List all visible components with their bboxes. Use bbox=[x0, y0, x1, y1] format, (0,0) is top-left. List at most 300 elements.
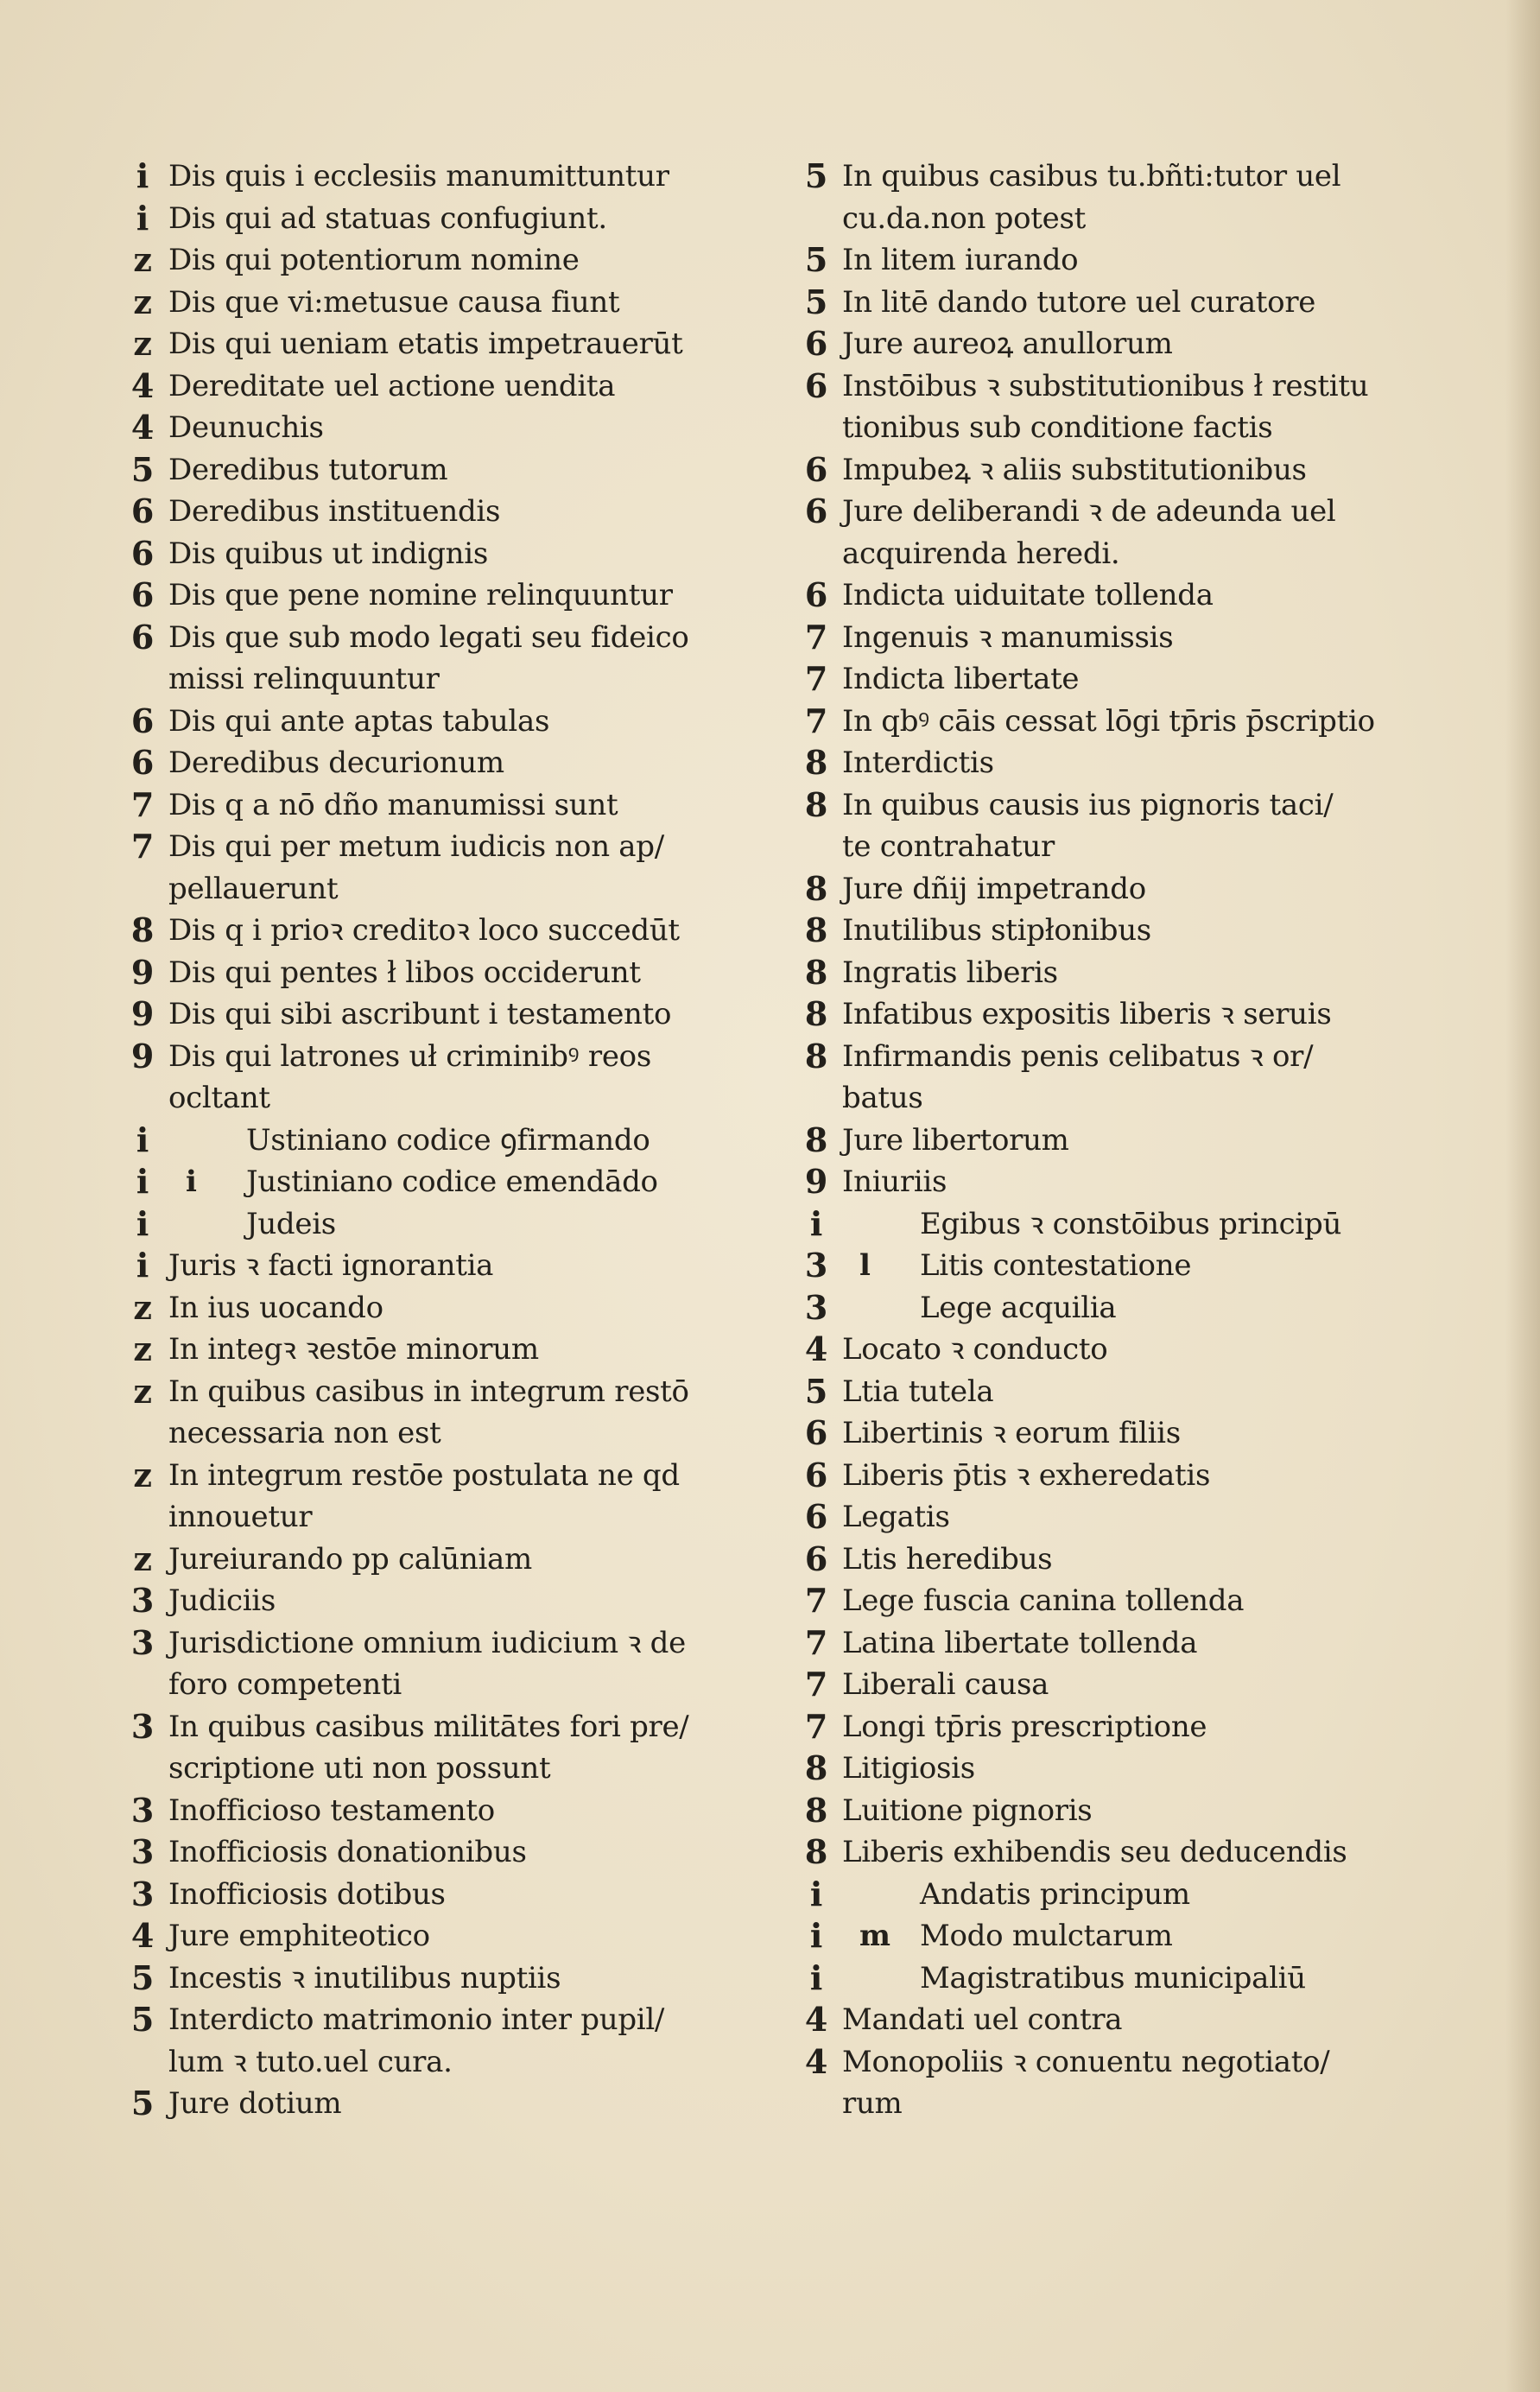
entry-title-line: Judiciis bbox=[168, 1583, 276, 1618]
entry-title bbox=[168, 198, 607, 240]
entry-title-line: In quibus casibus militātes fori pre/ bbox=[168, 1709, 689, 1744]
entry-title-line: Deredibus tutorum bbox=[168, 452, 448, 487]
entry-title bbox=[842, 1245, 1191, 1287]
entry-book-number: 8 bbox=[804, 952, 828, 992]
entry-title-line: Dis q a nō dño manumissi sunt bbox=[168, 787, 618, 822]
page-edge-shadow bbox=[1505, 0, 1540, 2392]
entry-book-number: z bbox=[133, 282, 152, 321]
index-entry bbox=[117, 365, 756, 408]
entry-title-continuation: missi relinquuntur bbox=[168, 662, 440, 696]
entry-book-number: 6 bbox=[130, 533, 155, 573]
entry-title-line: Infatibus expositis liberis ꝛ seruis bbox=[842, 997, 1332, 1031]
index-entry bbox=[790, 1706, 1499, 1748]
entry-title bbox=[168, 1203, 336, 1246]
entry-title-line: Impubeꝝ ꝛ aliis substitutionibus bbox=[842, 452, 1307, 487]
entry-title bbox=[168, 491, 500, 533]
entry-book-number: 8 bbox=[804, 1832, 828, 1871]
entry-book-number: z bbox=[133, 1329, 152, 1368]
entry-book-number: 8 bbox=[130, 910, 155, 949]
entry-title-line: Litis contestatione bbox=[920, 1248, 1192, 1283]
entry-title bbox=[168, 993, 671, 1036]
entry-title bbox=[842, 1957, 1306, 2000]
entry-book-number: 7 bbox=[804, 659, 828, 698]
entry-title bbox=[168, 617, 689, 701]
entry-title bbox=[168, 1915, 430, 1957]
index-entry bbox=[790, 1748, 1499, 1790]
entry-title bbox=[168, 1874, 446, 1916]
index-entry bbox=[790, 1874, 1499, 1916]
entry-title-line: Dis que sub modo legati seu fideico bbox=[168, 619, 689, 655]
entry-title-line-wrap bbox=[842, 1245, 1191, 1287]
entry-book-number: 8 bbox=[804, 784, 828, 824]
entry-title-line: Andatis principum bbox=[920, 1876, 1190, 1912]
entry-title-continuation: innouetur bbox=[168, 1500, 313, 1534]
entry-title-line: Longi tp̄ris prescriptione bbox=[842, 1709, 1207, 1744]
entry-title bbox=[842, 1329, 1107, 1371]
entry-title-line-wrap bbox=[842, 1874, 1190, 1916]
entry-book-number: 6 bbox=[804, 449, 828, 489]
entry-book-number: 3 bbox=[130, 1706, 155, 1746]
entry-book-number: 7 bbox=[804, 1622, 828, 1662]
index-entry bbox=[790, 365, 1499, 449]
entry-title-line: Luitione pignoris bbox=[842, 1792, 1093, 1828]
entry-book-number: 6 bbox=[804, 1539, 828, 1578]
index-entry bbox=[117, 323, 756, 365]
entry-title bbox=[168, 1161, 658, 1203]
index-entry bbox=[117, 617, 756, 701]
index-entry bbox=[117, 1245, 756, 1287]
entry-book-number: 6 bbox=[130, 575, 155, 614]
index-entry bbox=[790, 1036, 1499, 1120]
index-entry bbox=[790, 701, 1499, 743]
entry-title-line: Juris ꝛ facti ignorantia bbox=[168, 1248, 494, 1283]
entry-book-number: z bbox=[133, 240, 152, 279]
entry-title bbox=[842, 1036, 1313, 1120]
entry-title bbox=[842, 449, 1307, 492]
entry-book-number: 6 bbox=[804, 575, 828, 614]
entry-title bbox=[842, 239, 1078, 282]
entry-title-line: In integꝛ ꝛestōe minorum bbox=[168, 1332, 539, 1367]
index-entry bbox=[790, 868, 1499, 910]
entry-book-number: 5 bbox=[130, 449, 155, 489]
index-entry bbox=[117, 449, 756, 492]
entry-title bbox=[842, 1748, 975, 1790]
entry-book-number: 6 bbox=[804, 1413, 828, 1452]
entry-title-line: Liberis p̄tis ꝛ exheredatis bbox=[842, 1457, 1211, 1493]
entry-title-line: Dis qui ueniam etatis impetrauerūt bbox=[168, 327, 683, 361]
index-entry bbox=[117, 1455, 756, 1539]
entry-title-line-wrap bbox=[168, 1203, 336, 1246]
entry-title bbox=[168, 910, 680, 952]
entry-title bbox=[842, 1287, 1116, 1329]
entry-title-line: Deredibus instituendis bbox=[168, 494, 501, 529]
entry-book-number: 9 bbox=[130, 994, 155, 1033]
index-entry bbox=[117, 1329, 756, 1371]
index-entry bbox=[117, 1790, 756, 1832]
entry-title bbox=[842, 1706, 1207, 1748]
index-entry bbox=[117, 1831, 756, 1874]
index-entry bbox=[790, 1245, 1499, 1287]
entry-book-number: 6 bbox=[130, 743, 155, 782]
index-entry bbox=[790, 1915, 1499, 1957]
index-entry bbox=[117, 952, 756, 994]
entry-title bbox=[842, 952, 1058, 994]
entry-title-line: Dis q i prioꝛ creditoꝛ loco succedūt bbox=[168, 913, 680, 948]
index-entry bbox=[790, 784, 1499, 868]
entry-book-number: 7 bbox=[804, 617, 828, 657]
index-entry bbox=[790, 282, 1499, 324]
index-entry bbox=[790, 952, 1499, 994]
entry-title-continuation: tionibus sub conditione factis bbox=[842, 410, 1273, 445]
entry-book-number: 8 bbox=[804, 1120, 828, 1159]
entry-book-number: i bbox=[809, 1203, 823, 1243]
index-entry bbox=[790, 1622, 1499, 1665]
index-entry bbox=[790, 1161, 1499, 1203]
entry-title bbox=[168, 952, 641, 994]
entry-title bbox=[842, 1371, 993, 1413]
index-entry bbox=[790, 491, 1499, 574]
entry-title bbox=[842, 658, 1079, 701]
entry-title bbox=[168, 826, 664, 910]
entry-title bbox=[842, 1412, 1181, 1455]
index-entry bbox=[790, 1580, 1499, 1622]
entry-title bbox=[168, 2083, 341, 2125]
index-entry bbox=[117, 1203, 756, 1246]
entry-book-number: 6 bbox=[804, 492, 828, 530]
entry-book-number: 3 bbox=[130, 1874, 155, 1913]
entry-title-line-wrap bbox=[168, 1120, 650, 1162]
entry-title-line: Latina libertate tollenda bbox=[842, 1625, 1198, 1660]
entry-book-number: 7 bbox=[804, 1665, 828, 1704]
index-entry bbox=[790, 658, 1499, 701]
entry-title-line: Litigiosis bbox=[842, 1751, 975, 1786]
entry-title bbox=[842, 282, 1315, 324]
entry-title bbox=[842, 742, 994, 784]
entry-title-line: Dis que pene nomine relinquuntur bbox=[168, 578, 673, 612]
entry-title bbox=[168, 742, 504, 784]
entry-title-line: Ltia tutela bbox=[842, 1374, 994, 1409]
entry-title-line: Interdicto matrimonio inter pupil/ bbox=[168, 2002, 665, 2037]
index-entry bbox=[790, 1329, 1499, 1371]
entry-book-number: i bbox=[809, 1916, 823, 1955]
entry-title-line: Dis quibus ut indignis bbox=[168, 536, 489, 571]
entry-title bbox=[168, 155, 669, 198]
entry-title bbox=[842, 1915, 1173, 1957]
entry-book-number: 4 bbox=[130, 408, 155, 447]
entry-title-line: Deunuchis bbox=[168, 410, 324, 445]
entry-title-line: Lege fuscia canina tollenda bbox=[842, 1583, 1245, 1618]
index-entry bbox=[117, 1915, 756, 1957]
entry-title bbox=[168, 323, 683, 365]
entry-title bbox=[842, 1203, 1341, 1246]
entry-book-number: 9 bbox=[130, 1036, 155, 1075]
entry-book-number: 3 bbox=[130, 1832, 155, 1871]
index-column-right bbox=[790, 155, 1499, 2125]
index-entry bbox=[117, 1999, 756, 2083]
entry-book-number: 8 bbox=[804, 1748, 828, 1787]
index-entry bbox=[790, 1455, 1499, 1497]
entry-title-line: Legatis bbox=[842, 1500, 950, 1534]
entry-book-number: 6 bbox=[804, 1455, 828, 1494]
entry-book-number: 6 bbox=[804, 324, 828, 363]
index-entry bbox=[117, 155, 756, 198]
entry-title-line: In qbꝰ cāis cessat lōgi tp̄ris p̄scriptio bbox=[842, 703, 1375, 739]
entry-book-number: 4 bbox=[130, 1916, 155, 1955]
entry-title-line: In integrum restōe postulata ne qd bbox=[168, 1457, 680, 1493]
entry-book-number: 9 bbox=[130, 952, 155, 992]
entry-title-line: Ustiniano codice ꝯfirmando bbox=[246, 1122, 650, 1158]
entry-book-number: 7 bbox=[804, 1706, 828, 1746]
entry-title bbox=[842, 868, 1146, 910]
entry-title-line: Jureiurando pp calūniam bbox=[168, 1541, 532, 1577]
index-entry bbox=[117, 533, 756, 575]
entry-title bbox=[168, 1455, 680, 1539]
index-entry bbox=[790, 1999, 1499, 2041]
entry-title bbox=[168, 239, 580, 282]
entry-title bbox=[842, 155, 1340, 239]
entry-book-number: 8 bbox=[804, 910, 828, 949]
entry-title-line: Jure deliberandi ꝛ de adeunda uel bbox=[842, 494, 1336, 529]
entry-title bbox=[842, 1120, 1069, 1162]
section-initial-letter: m bbox=[859, 1919, 890, 1953]
entry-title-line: Dis qui latrones uł criminibꝰ reos bbox=[168, 1038, 651, 1074]
index-entry bbox=[790, 1957, 1499, 2000]
entry-book-number: 8 bbox=[804, 1036, 828, 1075]
index-entry bbox=[790, 2041, 1499, 2125]
entry-title-line: Deredibus decurionum bbox=[168, 746, 504, 780]
entry-title-line: Jure emphiteotico bbox=[168, 1919, 430, 1953]
index-entry bbox=[790, 1203, 1499, 1246]
index-entry bbox=[117, 198, 756, 240]
entry-title-line: Dis qui per metum iudicis non ap/ bbox=[168, 829, 664, 864]
entry-title-line: Magistratibus municipaliū bbox=[920, 1960, 1306, 1995]
entry-title-continuation: lum ꝛ tuto.uel cura. bbox=[168, 2044, 453, 2079]
entry-book-number: 8 bbox=[804, 994, 828, 1033]
entry-book-number: 3 bbox=[130, 1581, 155, 1620]
entry-title-line: In litē dando tutore uel curatore bbox=[842, 284, 1316, 320]
entry-title-line: Inofficiosis donationibus bbox=[168, 1835, 527, 1869]
entry-book-number: 6 bbox=[804, 365, 828, 405]
entry-book-number: 4 bbox=[130, 365, 155, 405]
entry-title-line: Jure libertorum bbox=[842, 1122, 1069, 1158]
index-entry bbox=[790, 617, 1499, 659]
index-entry bbox=[117, 826, 756, 910]
entry-book-number: 5 bbox=[804, 156, 828, 195]
entry-title-line: Inofficiosis dotibus bbox=[168, 1876, 446, 1912]
entry-title-line: Instōibus ꝛ substitutionibus ł restitu bbox=[842, 368, 1369, 403]
entry-title bbox=[168, 365, 615, 408]
entry-title-line: Infirmandis penis celibatus ꝛ or/ bbox=[842, 1038, 1314, 1074]
entry-book-number: z bbox=[133, 1371, 152, 1411]
entry-title-line: Liberis exhibendis seu deducendis bbox=[842, 1835, 1347, 1869]
index-entry bbox=[790, 449, 1499, 492]
entry-title bbox=[842, 1580, 1244, 1622]
entry-book-number: 9 bbox=[804, 1162, 828, 1201]
entry-title bbox=[168, 574, 673, 617]
entry-book-number: 6 bbox=[130, 492, 155, 530]
entry-book-number: 3 bbox=[130, 1622, 155, 1662]
index-entry bbox=[117, 1622, 756, 1706]
entry-title-continuation: acquirenda heredi. bbox=[842, 536, 1120, 571]
index-entry bbox=[790, 1496, 1499, 1539]
entry-title bbox=[168, 1245, 493, 1287]
entry-title-continuation: rum bbox=[842, 2086, 903, 2121]
entry-title-line-wrap bbox=[842, 1915, 1173, 1957]
entry-title bbox=[168, 1036, 651, 1120]
entry-title-continuation: necessaria non est bbox=[168, 1416, 441, 1450]
index-entry bbox=[117, 574, 756, 617]
entry-title bbox=[842, 1790, 1092, 1832]
entry-title bbox=[842, 491, 1336, 574]
entry-title-line: Dis qui potentiorum nomine bbox=[168, 243, 580, 277]
index-entry bbox=[117, 993, 756, 1036]
index-entry bbox=[117, 1036, 756, 1120]
entry-book-number: z bbox=[133, 1455, 152, 1494]
entry-book-number: 8 bbox=[804, 868, 828, 908]
entry-title-line: Dereditate uel actione uendita bbox=[168, 368, 616, 403]
entry-title-line: Judeis bbox=[246, 1206, 336, 1241]
index-entry bbox=[790, 1371, 1499, 1413]
entry-title bbox=[168, 282, 619, 324]
entry-title-line: In litem iurando bbox=[842, 243, 1079, 277]
entry-title-line: Jurisdictione omnium iudicium ꝛ de bbox=[168, 1625, 686, 1660]
entry-book-number: i bbox=[136, 1120, 149, 1159]
entry-book-number: 5 bbox=[130, 1957, 155, 1997]
entry-book-number: 7 bbox=[130, 784, 155, 824]
entry-book-number: 4 bbox=[804, 2000, 828, 2039]
entry-title bbox=[842, 2041, 1329, 2125]
entry-title bbox=[168, 1287, 383, 1329]
entry-title-line: Locato ꝛ conducto bbox=[842, 1332, 1108, 1367]
index-entry bbox=[117, 1371, 756, 1455]
entry-title-line: Dis quis i ecclesiis manumittuntur bbox=[168, 159, 669, 194]
entry-title-line: Modo mulctarum bbox=[920, 1919, 1173, 1953]
entry-book-number: 7 bbox=[804, 1581, 828, 1620]
index-entry bbox=[117, 1120, 756, 1162]
entry-title bbox=[842, 365, 1368, 449]
entry-book-number: z bbox=[133, 1539, 152, 1578]
index-entry bbox=[117, 2083, 756, 2125]
entry-title-line: Incestis ꝛ inutilibus nuptiis bbox=[168, 1960, 561, 1995]
entry-title-line: Dis qui pentes ł libos occiderunt bbox=[168, 955, 641, 990]
entry-title-line: Iniuriis bbox=[842, 1164, 947, 1199]
entry-title bbox=[168, 1957, 561, 2000]
index-entry bbox=[117, 1539, 756, 1581]
entry-title bbox=[168, 784, 618, 827]
entry-title bbox=[842, 993, 1331, 1036]
index-entry bbox=[117, 784, 756, 827]
entry-title bbox=[168, 701, 549, 743]
entry-title bbox=[168, 1580, 276, 1622]
index-entry bbox=[117, 282, 756, 324]
entry-book-number: 5 bbox=[130, 2000, 155, 2039]
entry-title bbox=[168, 449, 447, 492]
entry-title-line: Ingratis liberis bbox=[842, 955, 1058, 990]
entry-title bbox=[842, 617, 1173, 659]
entry-title-continuation: foro competenti bbox=[168, 1667, 402, 1702]
entry-title-line: Mandati uel contra bbox=[842, 2002, 1123, 2037]
index-entry bbox=[117, 1161, 756, 1203]
entry-title bbox=[168, 1790, 495, 1832]
entry-title bbox=[842, 701, 1375, 743]
entry-title-line: Liberali causa bbox=[842, 1667, 1049, 1702]
entry-title-line: Dis qui ad statuas confugiunt. bbox=[168, 200, 607, 236]
entry-title bbox=[168, 407, 324, 449]
entry-book-number: 6 bbox=[130, 701, 155, 740]
entry-book-number: 6 bbox=[804, 1497, 828, 1536]
entry-title bbox=[842, 784, 1333, 868]
entry-title-line: In quibus casibus tu.bñti:tutor uel bbox=[842, 159, 1341, 194]
entry-title bbox=[168, 1999, 664, 2083]
entry-book-number: i bbox=[136, 1162, 149, 1201]
entry-title-line: Ingenuis ꝛ manumissis bbox=[842, 619, 1174, 655]
entry-title bbox=[168, 1329, 539, 1371]
entry-title-line: Libertinis ꝛ eorum filiis bbox=[842, 1416, 1181, 1450]
entry-title bbox=[842, 1999, 1122, 2041]
index-entry bbox=[790, 1120, 1499, 1162]
entry-title-line: Monopoliis ꝛ conuentu negotiato/ bbox=[842, 2044, 1330, 2079]
index-entry bbox=[117, 491, 756, 533]
entry-title-line: Interdictis bbox=[842, 746, 994, 780]
entry-book-number: i bbox=[809, 1874, 823, 1913]
index-entry bbox=[790, 742, 1499, 784]
entry-title bbox=[842, 1455, 1210, 1497]
index-entry bbox=[117, 1580, 756, 1622]
entry-title-line: Justiniano codice emendādo bbox=[246, 1164, 658, 1199]
index-entry bbox=[790, 1831, 1499, 1874]
entry-title-continuation: cu.da.non potest bbox=[842, 200, 1086, 236]
index-entry bbox=[790, 574, 1499, 617]
index-entry bbox=[117, 742, 756, 784]
entry-book-number: 5 bbox=[804, 282, 828, 321]
entry-title bbox=[842, 574, 1214, 617]
entry-title-continuation: pellauerunt bbox=[168, 871, 339, 906]
index-entry bbox=[790, 1412, 1499, 1455]
entry-title-line: Dis que vi:metusue causa fiunt bbox=[168, 284, 620, 320]
entry-book-number: 5 bbox=[804, 1371, 828, 1411]
entry-title-line: Egibus ꝛ constōibus principū bbox=[920, 1206, 1342, 1241]
entry-title-line-wrap bbox=[168, 1161, 658, 1203]
entry-book-number: i bbox=[136, 156, 149, 195]
entry-title bbox=[842, 1874, 1190, 1916]
index-entry bbox=[790, 993, 1499, 1036]
entry-title-line: In quibus causis ius pignoris taci/ bbox=[842, 787, 1334, 822]
entry-title-line: In ius uocando bbox=[168, 1290, 383, 1325]
entry-title-line-wrap bbox=[842, 1203, 1341, 1246]
index-entry bbox=[117, 1957, 756, 2000]
entry-title-line: Lege acquilia bbox=[920, 1290, 1117, 1325]
entry-title bbox=[842, 1622, 1197, 1665]
entry-title-line: Ltis heredibus bbox=[842, 1541, 1053, 1577]
entry-book-number: 5 bbox=[804, 240, 828, 279]
entry-book-number: i bbox=[136, 198, 149, 238]
entry-title-line: Inofficioso testamento bbox=[168, 1792, 495, 1828]
index-entry bbox=[790, 1287, 1499, 1329]
entry-book-number: 3 bbox=[804, 1246, 828, 1285]
entry-book-number: 7 bbox=[804, 701, 828, 740]
entry-book-number: 3 bbox=[804, 1287, 828, 1327]
entry-title bbox=[842, 910, 1151, 952]
entry-title-line: Dis qui ante aptas tabulas bbox=[168, 703, 550, 739]
index-entry bbox=[790, 910, 1499, 952]
entry-book-number: z bbox=[133, 1287, 152, 1327]
index-entry bbox=[117, 701, 756, 743]
entry-book-number: i bbox=[136, 1203, 149, 1243]
entry-title bbox=[168, 1706, 688, 1790]
entry-title-line: Jure dotium bbox=[168, 2086, 342, 2121]
entry-title bbox=[168, 533, 488, 575]
entry-title bbox=[168, 1831, 527, 1874]
